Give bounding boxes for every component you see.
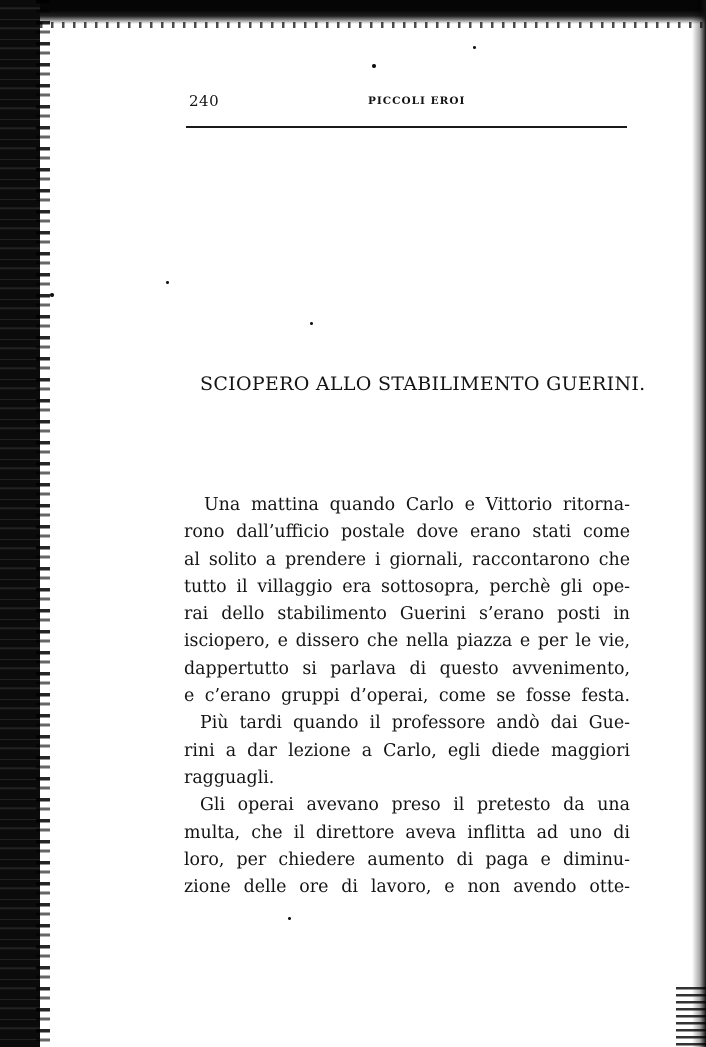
text-line: ragguagli. <box>184 767 275 788</box>
text-line: isciopero, e dissero che nella piazza e per le vie, <box>184 631 630 652</box>
header-rule <box>186 126 627 128</box>
text-line: tutto il villaggio era sottosopra, perchè gli ope- <box>184 576 630 597</box>
scan-border-top <box>0 0 706 24</box>
ink-speck <box>50 293 54 297</box>
text-line: loro, per chiedere aumento di paga e diminu- <box>184 849 630 870</box>
text-line: Più tardi quando il professore andò dai Gue- <box>200 713 630 734</box>
chapter-title: SCIOPERO ALLO STABILIMENTO GUERINI. <box>200 373 646 395</box>
text-line: rai dello stabilimento Guerini s’erano posti in <box>184 604 630 625</box>
ink-speck <box>372 64 376 68</box>
running-head: PICCOLI EROI <box>368 95 466 107</box>
text-line: zione delle ore di lavoro, e non avendo otte- <box>184 877 630 898</box>
text-line: rini a dar lezione a Carlo, egli diede maggiori <box>184 740 630 761</box>
ink-speck <box>310 322 313 325</box>
scan-border-right <box>692 0 706 1047</box>
ink-speck <box>166 281 169 284</box>
text-line: Una mattina quando Carlo e Vittorio ritorna- <box>204 495 630 515</box>
ink-speck <box>288 917 291 920</box>
text-line: e c’erano gruppi d’operai, come se fosse festa. <box>184 686 630 707</box>
scan-border-left <box>0 0 40 1047</box>
text-line: rono dall’ufficio postale dove erano stati come <box>184 522 630 543</box>
body-text <box>184 492 630 901</box>
ink-speck <box>473 46 476 49</box>
scan-border-corner <box>676 987 706 1047</box>
page-number: 240 <box>189 92 220 110</box>
text-line: multa, che il direttore aveva inflitta ad uno di <box>184 822 630 843</box>
text-line: al solito a prendere i giornali, raccontarono che <box>184 549 630 570</box>
text-line: dappertutto si parlava di questo avvenimento, <box>184 658 630 679</box>
text-line: Gli operai avevano preso il pretesto da una <box>200 795 630 816</box>
